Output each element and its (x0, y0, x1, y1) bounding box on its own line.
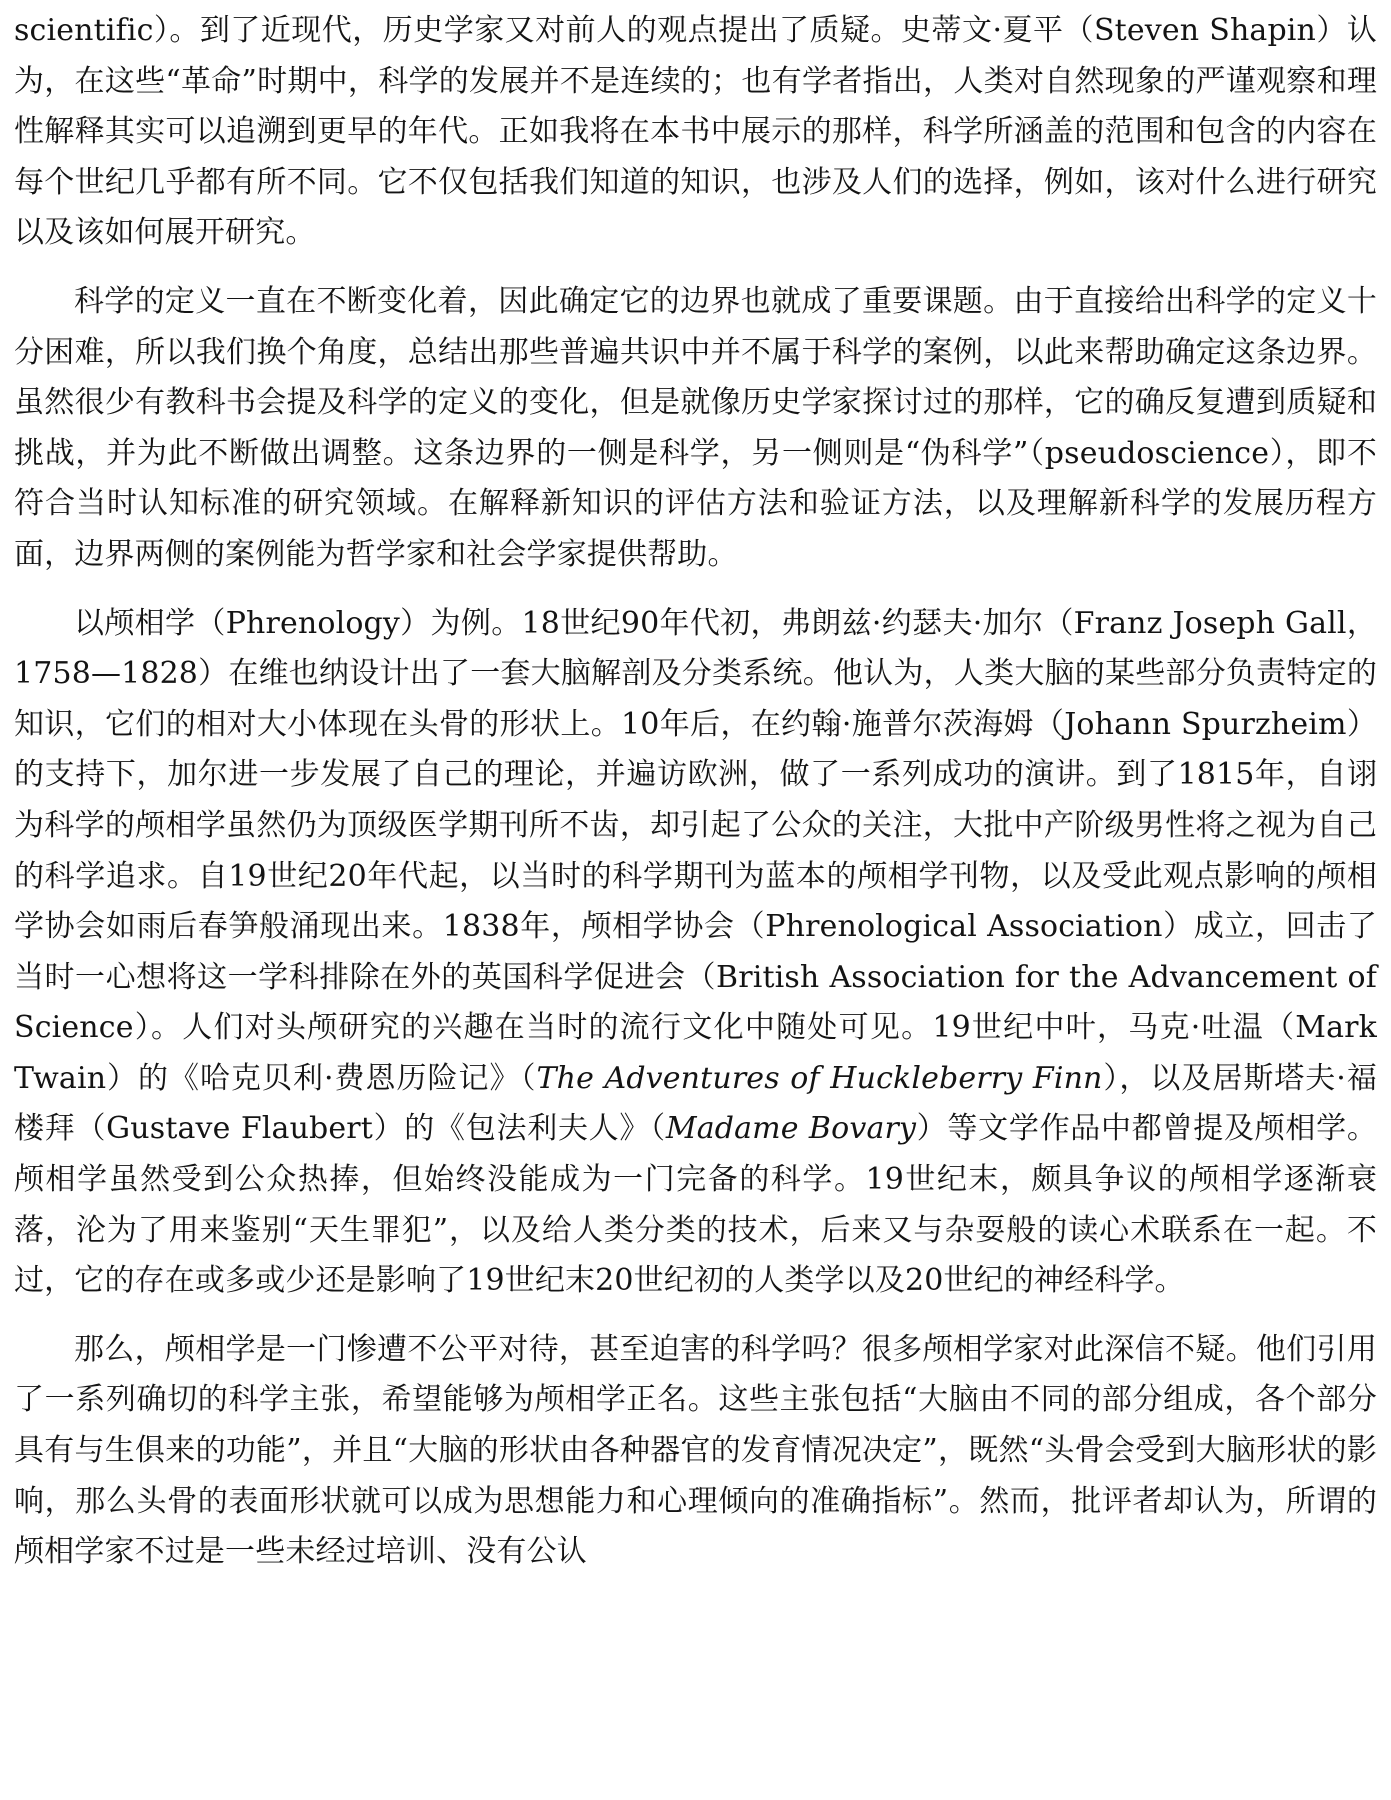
paragraph-1 (14, 6, 1377, 259)
paragraph-3-text-c: ）等文学作品中都曾提及颅相学。颅相学虽然受到公众热捧，但始终没能成为一门完备的科学。19世纪末，颇具争议的颅相学逐渐衰落，沦为了用来鉴别“天生罪犯”，以及给人类分类的技术，后来又与杂耍般的读心术联系在一起。不过，它的存在或多或少还是影响了19世纪末20世纪初的人类学以及20世纪的神经科学。 (14, 1111, 1378, 1299)
paragraph-2 (14, 277, 1377, 581)
paragraph-3-text-a: 以颅相学（Phrenology）为例。18世纪90年代初，弗朗兹·约瑟夫·加尔（Franz Joseph Gall，1758—1828）在维也纳设计出了一套大脑解剖及分类系统。他认为，人类大脑的某些部分负责特定的知识，它们的相对大小体现在头骨的形状上。10年后，在约翰·施普尔茨海姆（Johann Spurzheim）的支持下，加尔进一步发展了自己的理论，并遍访欧洲，做了一系列成功的演讲。到了1815年，自诩为科学的颅相学虽然仍为顶级医学期刊所不齿，却引起了公众的关注，大批中产阶级男性将之视为自己的科学追求。自19世纪20年代起，以当时的科学期刊为蓝本的颅相学刊物，以及受此观点影响的颅相学协会如雨后春笋般涌现出来。1838年，颅相学协会（Phrenological Association）成立，回击了当时一心想将这一学科排除在外的英国科学促进会（British Association for the Advancement of Science）。人们对头颅研究的兴趣在当时的流行文化中随处可见。19世纪中叶，马克·吐温（Mark Twain）的《哈克贝利·费恩历险记》（ (14, 605, 1377, 1096)
paragraph-3 (14, 599, 1377, 1307)
book-title-huckleberry-finn: The Adventures of Huckleberry Finn (536, 1060, 1103, 1096)
paragraph-4 (14, 1325, 1377, 1578)
paragraph-1-text: scientific）。到了近现代，历史学家又对前人的观点提出了质疑。史蒂文·夏平（Steven Shapin）认为，在这些“革命”时期中，科学的发展并不是连续的；也有学者指出，人类对自然现象的严谨观察和理性解释其实可以追溯到更早的年代。正如我将在本书中展示的那样，科学所涵盖的范围和包含的内容在每个世纪几乎都有所不同。它不仅包括我们知道的知识，也涉及人们的选择，例如，该对什么进行研究以及该如何展开研究。 (14, 13, 1377, 251)
book-title-madame-bovary: Madame Bovary (665, 1111, 917, 1147)
paragraph-3-text-b: ），以及居斯塔夫·福楼拜（Gustave Flaubert）的《包法利夫人》（ (14, 1060, 1377, 1147)
paragraph-4-text: 那么，颅相学是一门惨遭不公平对待，甚至迫害的科学吗？很多颅相学家对此深信不疑。他们引用了一系列确切的科学主张，希望能够为颅相学正名。这些主张包括“大脑由不同的部分组成，各个部分具有与生俱来的功能”，并且“大脑的形状由各种器官的发育情况决定”，既然“头骨会受到大脑形状的影响，那么头骨的表面形状就可以成为思想能力和心理倾向的准确指标”。然而，批评者却认为，所谓的颅相学家不过是一些未经过培训、没有公认 (14, 1331, 1377, 1570)
paragraph-2-text: 科学的定义一直在不断变化着，因此确定它的边界也就成了重要课题。由于直接给出科学的定义十分困难，所以我们换个角度，总结出那些普遍共识中并不属于科学的案例，以此来帮助确定这条边界。虽然很少有教科书会提及科学的定义的变化，但是就像历史学家探讨过的那样，它的确反复遭到质疑和挑战，并为此不断做出调整。这条边界的一侧是科学，另一侧则是“伪科学”（pseudoscience），即不符合当时认知标准的研究领域。在解释新知识的评估方法和验证方法，以及理解新科学的发展历程方面，边界两侧的案例能为哲学家和社会学家提供帮助。 (14, 283, 1377, 572)
